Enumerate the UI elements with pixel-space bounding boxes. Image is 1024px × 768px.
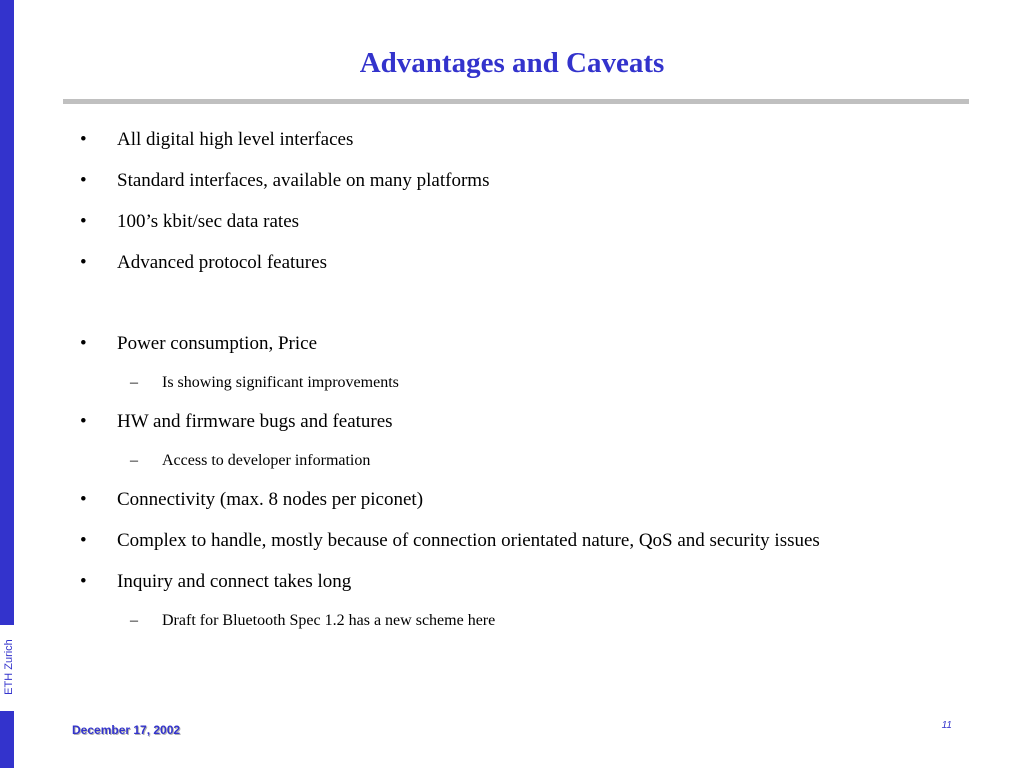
footer-date: December 17, 2002 — [72, 723, 181, 737]
title-divider — [63, 99, 969, 104]
bullet-text: Complex to handle, mostly because of connection orientated nature, QoS and security issues — [117, 530, 820, 551]
bullet-marker: • — [80, 530, 87, 551]
bullet-marker: • — [80, 489, 87, 510]
bullet-marker: • — [80, 129, 87, 150]
sub-bullet-marker: – — [130, 374, 138, 391]
sub-bullet-marker: – — [130, 452, 138, 469]
sub-bullet-text: Draft for Bluetooth Spec 1.2 has a new scheme here — [162, 612, 496, 629]
bullet-marker: • — [80, 571, 87, 592]
bullet-text: 100’s kbit/sec data rates — [117, 211, 300, 232]
bullet-text: HW and firmware bugs and features — [117, 411, 393, 432]
page-number: 11 — [941, 720, 952, 731]
bullet-marker: • — [80, 411, 87, 432]
sub-bullet-text: Access to developer information — [162, 452, 371, 469]
sub-bullet-text: Is showing significant improvements — [162, 374, 399, 391]
bullet-marker: • — [80, 333, 87, 354]
bullet-text: Inquiry and connect takes long — [117, 571, 352, 592]
bullet-text: Connectivity (max. 8 nodes per piconet) — [117, 489, 424, 510]
side-label: ETH Zurich — [3, 639, 15, 695]
bullet-marker: • — [80, 252, 87, 273]
bullet-text: All digital high level interfaces — [117, 129, 354, 150]
bullet-marker: • — [80, 170, 87, 191]
sub-bullet-marker: – — [130, 612, 138, 629]
bullet-marker: • — [80, 211, 87, 232]
slide-title: Advantages and Caveats — [359, 47, 665, 79]
bullet-text: Power consumption, Price — [117, 333, 318, 354]
bullet-text: Standard interfaces, available on many platforms — [117, 170, 490, 191]
bullet-text: Advanced protocol features — [117, 252, 327, 273]
